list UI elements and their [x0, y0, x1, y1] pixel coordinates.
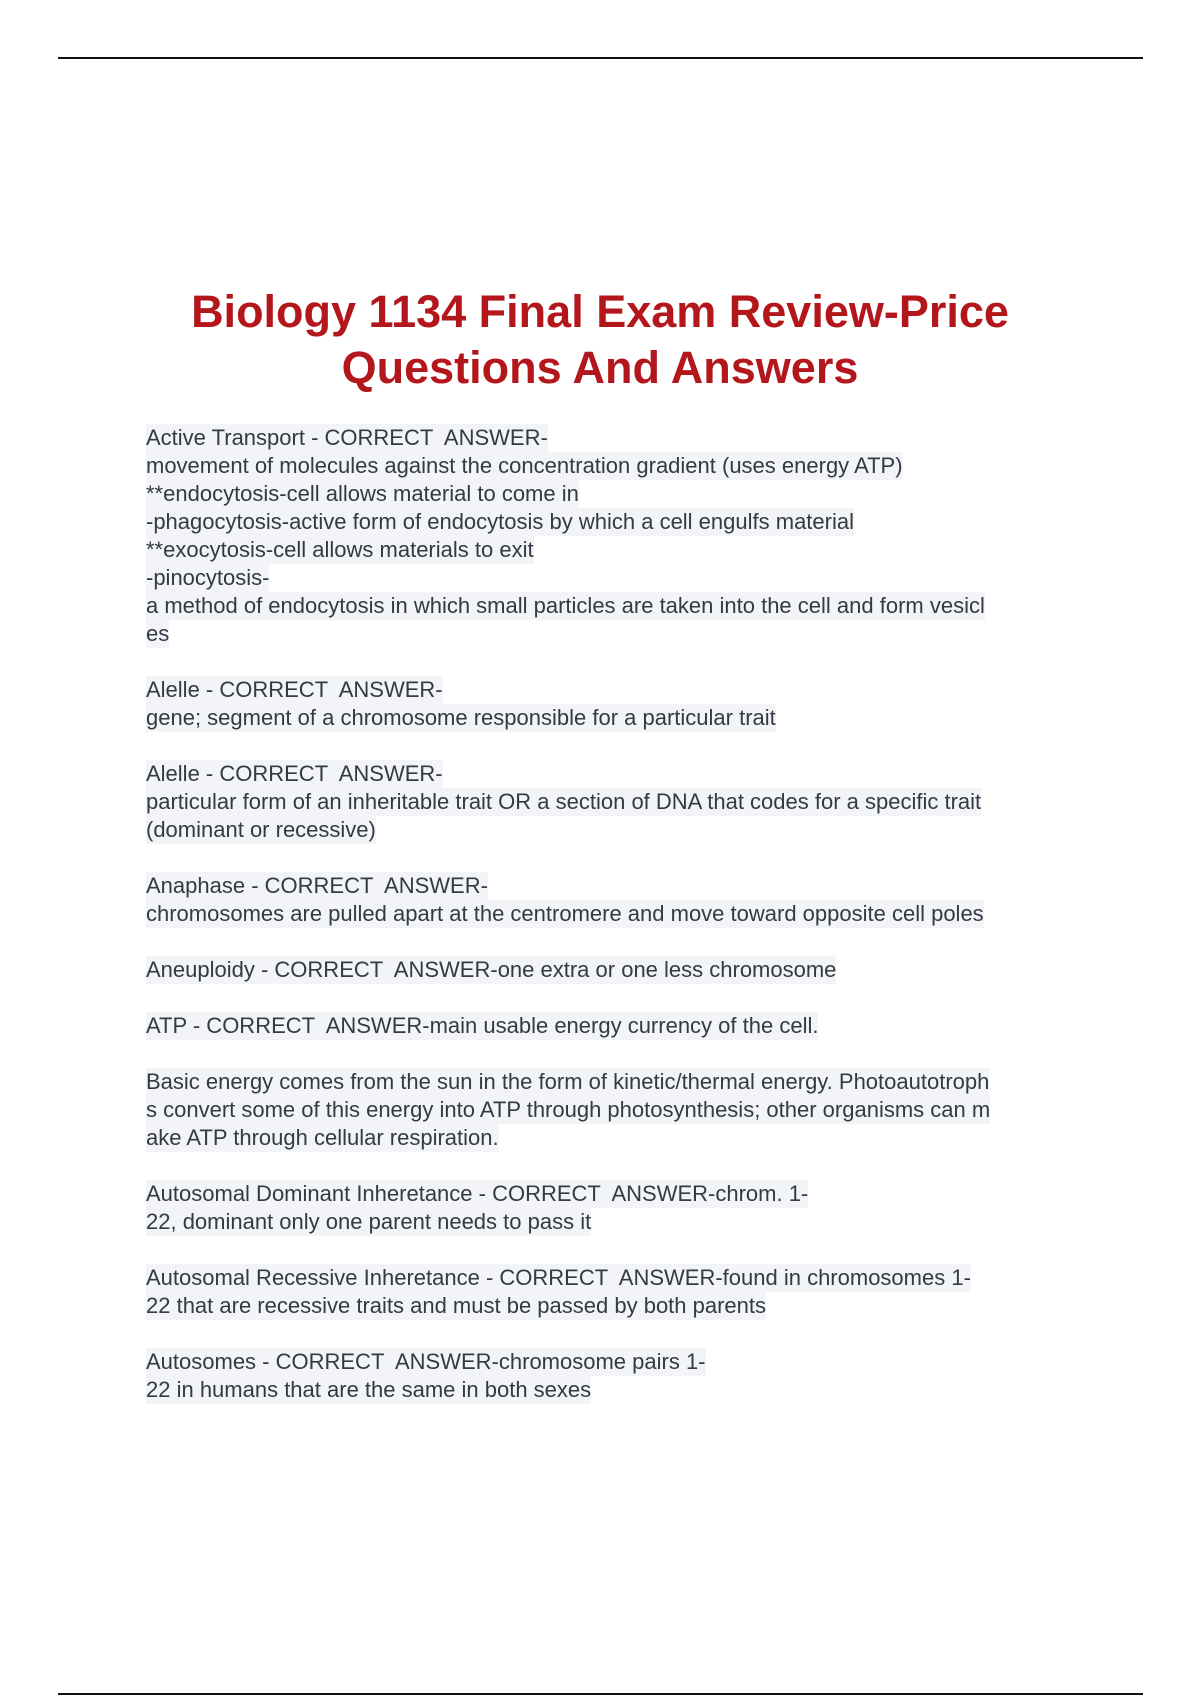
- qa-answer-line: 22 in humans that are the same in both sexes: [146, 1377, 592, 1402]
- qa-term-line: Aneuploidy - CORRECT ANSWER-one extra or one less chromosome: [146, 957, 837, 982]
- qa-answer-line: **exocytosis-cell allows materials to exit: [146, 537, 534, 562]
- qa-entry: [146, 1348, 1096, 1404]
- qa-entry: [146, 760, 1096, 844]
- qa-entry: [146, 1264, 1096, 1320]
- qa-entry: [146, 956, 1096, 984]
- qa-list: [146, 424, 1096, 1432]
- qa-term-line: ATP - CORRECT ANSWER-main usable energy currency of the cell.: [146, 1013, 819, 1038]
- qa-term-line: Alelle - CORRECT ANSWER-: [146, 761, 443, 786]
- qa-term-line: Active Transport - CORRECT ANSWER-: [146, 425, 548, 450]
- qa-entry: [146, 1012, 1096, 1040]
- qa-term-line: Autosomal Dominant Inheretance - CORRECT ANSWER-chrom. 1-: [146, 1181, 809, 1206]
- qa-answer-line: (dominant or recessive): [146, 817, 376, 842]
- qa-answer-line: a method of endocytosis in which small particles are taken into the cell and form vesicl: [146, 593, 985, 618]
- title-line-1: Biology 1134 Final Exam Review-Price: [191, 286, 1009, 337]
- qa-answer-line: particular form of an inheritable trait OR a section of DNA that codes for a specific trait: [146, 789, 982, 814]
- qa-entry: [146, 424, 1096, 648]
- qa-entry: [146, 676, 1096, 732]
- qa-term-line: Alelle - CORRECT ANSWER-: [146, 677, 443, 702]
- qa-answer-line: ake ATP through cellular respiration.: [146, 1125, 499, 1150]
- qa-answer-line: gene; segment of a chromosome responsible for a particular trait: [146, 705, 776, 730]
- qa-entry: [146, 1180, 1096, 1236]
- qa-term-line: Autosomal Recessive Inheretance - CORRECT ANSWER-found in chromosomes 1-: [146, 1265, 971, 1290]
- qa-answer-line: 22 that are recessive traits and must be passed by both parents: [146, 1293, 767, 1318]
- qa-answer-line: s convert some of this energy into ATP through photosynthesis; other organisms can m: [146, 1097, 991, 1122]
- qa-answer-line: movement of molecules against the concentration gradient (uses energy ATP): [146, 453, 903, 478]
- qa-answer-line: **endocytosis-cell allows material to come in: [146, 481, 579, 506]
- qa-answer-line: es: [146, 621, 170, 646]
- qa-answer-line: -phagocytosis-active form of endocytosis by which a cell engulfs material: [146, 509, 854, 534]
- document-title: [100, 284, 1100, 396]
- bottom-divider: [58, 1693, 1143, 1695]
- qa-answer-line: -pinocytosis-: [146, 565, 270, 590]
- qa-entry: [146, 1068, 1096, 1152]
- qa-term-line: Basic energy comes from the sun in the form of kinetic/thermal energy. Photoautotroph: [146, 1069, 990, 1094]
- qa-term-line: Autosomes - CORRECT ANSWER-chromosome pairs 1-: [146, 1349, 706, 1374]
- qa-entry: [146, 872, 1096, 928]
- qa-term-line: Anaphase - CORRECT ANSWER-: [146, 873, 488, 898]
- qa-answer-line: chromosomes are pulled apart at the centromere and move toward opposite cell poles: [146, 901, 984, 926]
- top-divider: [58, 57, 1143, 59]
- qa-answer-line: 22, dominant only one parent needs to pass it: [146, 1209, 592, 1234]
- title-line-2: Questions And Answers: [341, 342, 859, 393]
